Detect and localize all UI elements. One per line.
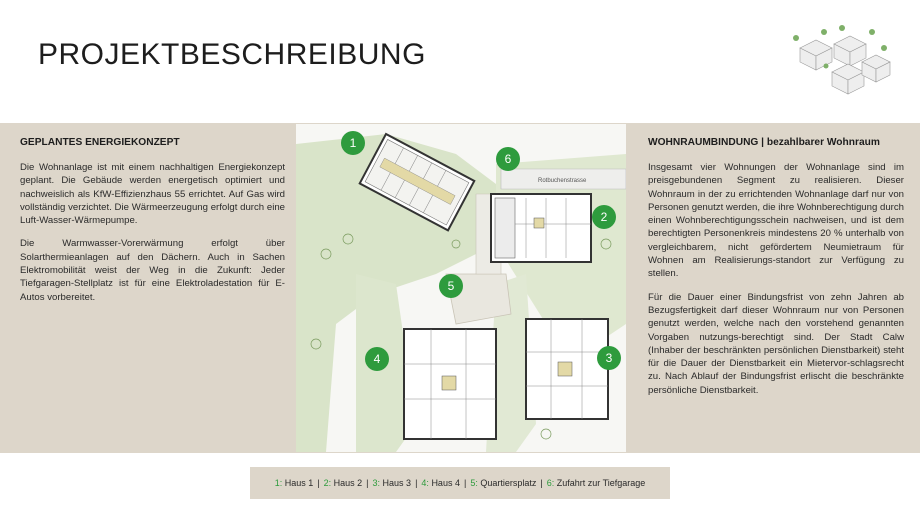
svg-text:1: 1 xyxy=(349,136,357,150)
energy-concept-paragraph-1: Die Wohnanlage ist mit einem nachhaltigen Energiekonzept geplant. Die Gebäude werden energetisch optimiert und nachweislich als KfW-Effizienzhaus 55 errichtet. Auf Gas wird vollständig verzichtet. Die Wärmeerzeugung erfolgt durch eine Luft-Wasser-Wärmepumpe. xyxy=(20,162,285,227)
marker-5 xyxy=(439,274,463,298)
marker-2 xyxy=(592,205,616,229)
legend-item-4: 4: Haus 4 xyxy=(421,478,460,488)
svg-text:4: 4 xyxy=(373,352,381,366)
haus-2-building xyxy=(491,194,591,262)
plan-legend: 1: Haus 1 | 2: Haus 2 | 3: Haus 3 | 4: Haus 4 | 5: Quartiersplatz | 6: Zufahrt zur Tiefgarage xyxy=(250,467,670,499)
haus-4-building xyxy=(404,329,496,439)
legend-item-2: 2: Haus 2 xyxy=(323,478,363,488)
svg-text:6: 6 xyxy=(504,152,512,166)
svg-text:5: 5 xyxy=(447,279,455,293)
energy-concept-section xyxy=(20,137,285,314)
marker-4 xyxy=(365,347,389,371)
svg-text:3: 3 xyxy=(605,351,613,365)
svg-text:2: 2 xyxy=(600,210,608,224)
legend-item-3: 3: Haus 3 xyxy=(372,478,412,488)
haus-3-building xyxy=(526,319,608,419)
building-thumbnail-image xyxy=(786,14,896,98)
housing-commitment-heading: WOHNRAUMBINDUNG | bezahlbarer Wohnraum xyxy=(648,137,880,148)
marker-6 xyxy=(496,147,520,171)
site-plan xyxy=(296,124,626,452)
legend-item-6: 6: Zufahrt zur Tiefgarage xyxy=(546,478,646,488)
energy-concept-heading: GEPLANTES ENERGIEKONZEPT xyxy=(20,137,180,148)
legend-item-5: 5: Quartiersplatz xyxy=(470,478,537,488)
energy-concept-paragraph-2: Die Warmwasser-Vorerwärmung erfolgt über Solarthermieanlagen auf den Dächern. Auch in Sachen Elektromobilität weist der Weg in die Zukunft: Jeder Tiefgaragen-Stellplatz ist für eine Elektroladestation für E-Autos vorbereitet. xyxy=(20,238,285,303)
street-label: Rotbuchenstrasse xyxy=(538,178,587,184)
housing-commitment-section xyxy=(648,137,904,407)
marker-1 xyxy=(341,131,365,155)
page-title: PROJEKTBESCHREIBUNG xyxy=(38,38,426,71)
housing-commitment-paragraph-2: Für die Dauer einer Bindungsfrist von zehn Jahren ab Bezugsfertigkeit darf dieser Wohnraum nur von Personen genutzt werden, welche nach den vorstehend genannten Vorgaben nutzungs-berechtigt sind. Der Stadt Calw (Inhaber der beschränkten persönlichen Dienstbarkeit) steht für die Dauer der Dienstbarkeit ein Mietervor-schlagsrecht zu. Nach Ablauf der Bindungsfrist erlischt die beschränkte persönliche Dienstbarkeit. xyxy=(648,291,904,396)
legend-item-1: 1: Haus 1 xyxy=(274,478,314,488)
marker-3 xyxy=(597,346,621,370)
housing-commitment-paragraph-1: Insgesamt vier Wohnungen der Wohnanlage sind im preisgebundenen Segment zu realisieren. Dieser Wohnraum in der zu errichtenden Wohnanlage darf nur von Personen genutzt werden, die ihre Wohnberechtigung durch einen Wohnberechtigungsschein nachweisen, und ist dem berechtigten Personenkreis mindestens 20 % unterhalb von vergleichbarem, nicht gefördertem Neumietraum für Wohnen am Realisierungs-standort zur Verfügung zu stellen. xyxy=(648,162,904,280)
